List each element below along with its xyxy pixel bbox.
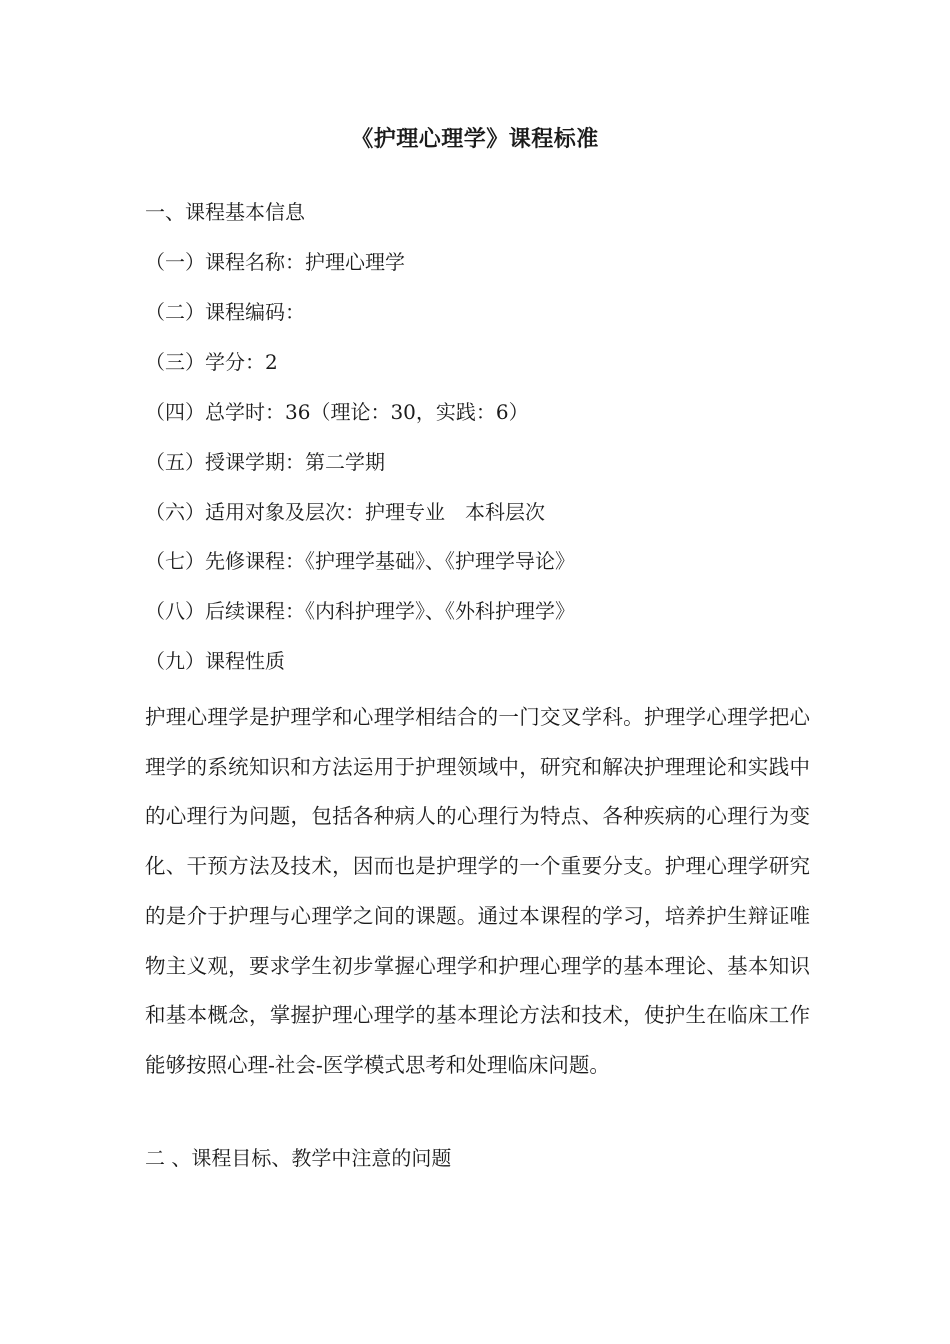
info-item-semester: （五）授课学期：第二学期 (145, 450, 385, 474)
document-title: 《护理心理学》课程标准 (351, 126, 599, 152)
course-nature-paragraph: 护理心理学是护理学和心理学相结合的一门交叉学科。护理学心理学把心理学的系统知识和方法运用于护理领域中，研究和解决护理理论和实践中的心理行为问题，包括各种病人的心理行为特点、各种疾病的心理行为变化、干预方法及技术，因而也是护理学的一个重要分支。护理心理学研究的是介于护理与心理学之间的课题。通过本课程的学习，培养护生辩证唯物主义观，要求学生初步掌握心理学和护理心理学的基本理论、基本知识和基本概念，掌握护理心理学的基本理论方法和技术，使护生在临床工作能够按照心理-社会-医学模式思考和处理临床问题。 (145, 705, 810, 1077)
info-item-course-nature: （九）课程性质 (145, 649, 285, 673)
info-item-credits: （三）学分：2 (145, 350, 278, 374)
section-heading-course-goals: 二 、课程目标、教学中注意的问题 (145, 1146, 452, 1170)
info-item-course-code: （二）课程编码： (145, 300, 305, 324)
info-item-course-name: （一）课程名称：护理心理学 (145, 250, 405, 274)
info-item-audience: （六）适用对象及层次：护理专业 本科层次 (145, 500, 545, 524)
info-item-total-hours: （四）总学时：36（理论：30，实践：6） (145, 400, 529, 424)
section-heading-basic-info: 一、课程基本信息 (145, 200, 305, 224)
info-item-follow-up-courses: （八）后续课程：《内科护理学》、《外科护理学》 (145, 599, 575, 623)
info-item-prerequisites: （七）先修课程：《护理学基础》、《护理学导论》 (145, 549, 575, 573)
